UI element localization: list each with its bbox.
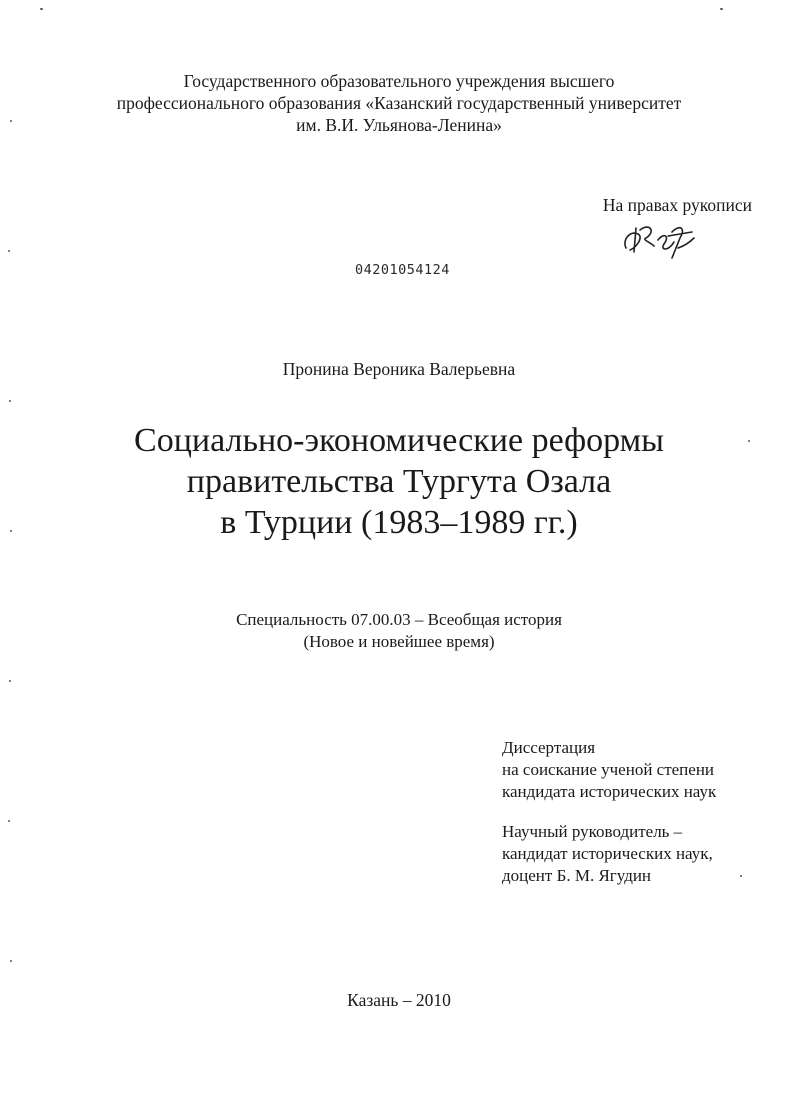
- registration-number: 04201054124: [355, 262, 450, 278]
- scan-speck: [10, 120, 12, 122]
- supervisor-block: [502, 821, 713, 887]
- scan-speck: [748, 440, 750, 442]
- institution-line-2: профессионального образования «Казанский государственный университет: [116, 93, 682, 113]
- supervisor-line-3: доцент Б. М. Ягудин: [502, 866, 652, 885]
- city-year: Казань – 2010: [347, 990, 451, 1010]
- scan-speck: [720, 8, 723, 10]
- scan-speck: [740, 875, 742, 877]
- scan-speck: [9, 680, 11, 682]
- degree-line-3: кандидата исторических наук: [502, 782, 717, 801]
- scan-speck: [8, 820, 10, 822]
- dissertation-title: [0, 420, 798, 543]
- title-line-2: правительства Тургута Озала: [186, 463, 612, 500]
- supervisor-line-1: Научный руководитель –: [502, 822, 683, 841]
- scan-speck: [40, 8, 43, 10]
- specialty-block: [0, 609, 798, 653]
- degree-line-2: на соискание ученой степени: [502, 760, 715, 779]
- manuscript-note: На правах рукописи: [602, 195, 752, 215]
- scan-speck: [9, 400, 11, 402]
- degree-line-1: Диссертация: [502, 738, 596, 757]
- scan-speck: [10, 530, 12, 532]
- degree-block: [502, 737, 716, 803]
- institution-line-3: им. В.И. Ульянова-Ленина»: [296, 115, 502, 135]
- handwritten-signature: [620, 218, 700, 260]
- specialty-line-1: Специальность 07.00.03 – Всеобщая история: [236, 610, 562, 629]
- institution-header: [0, 70, 798, 136]
- scan-speck: [8, 250, 10, 252]
- title-line-1: Социально-экономические реформы: [134, 422, 664, 459]
- supervisor-line-2: кандидат исторических наук,: [502, 844, 713, 863]
- title-line-3: в Турции (1983–1989 гг.): [220, 504, 578, 541]
- specialty-line-2: (Новое и новейшее время): [303, 632, 495, 651]
- author-name: Пронина Вероника Валерьевна: [282, 359, 516, 379]
- institution-line-1: Государственного образовательного учреждения высшего: [183, 71, 615, 91]
- scan-speck: [10, 960, 12, 962]
